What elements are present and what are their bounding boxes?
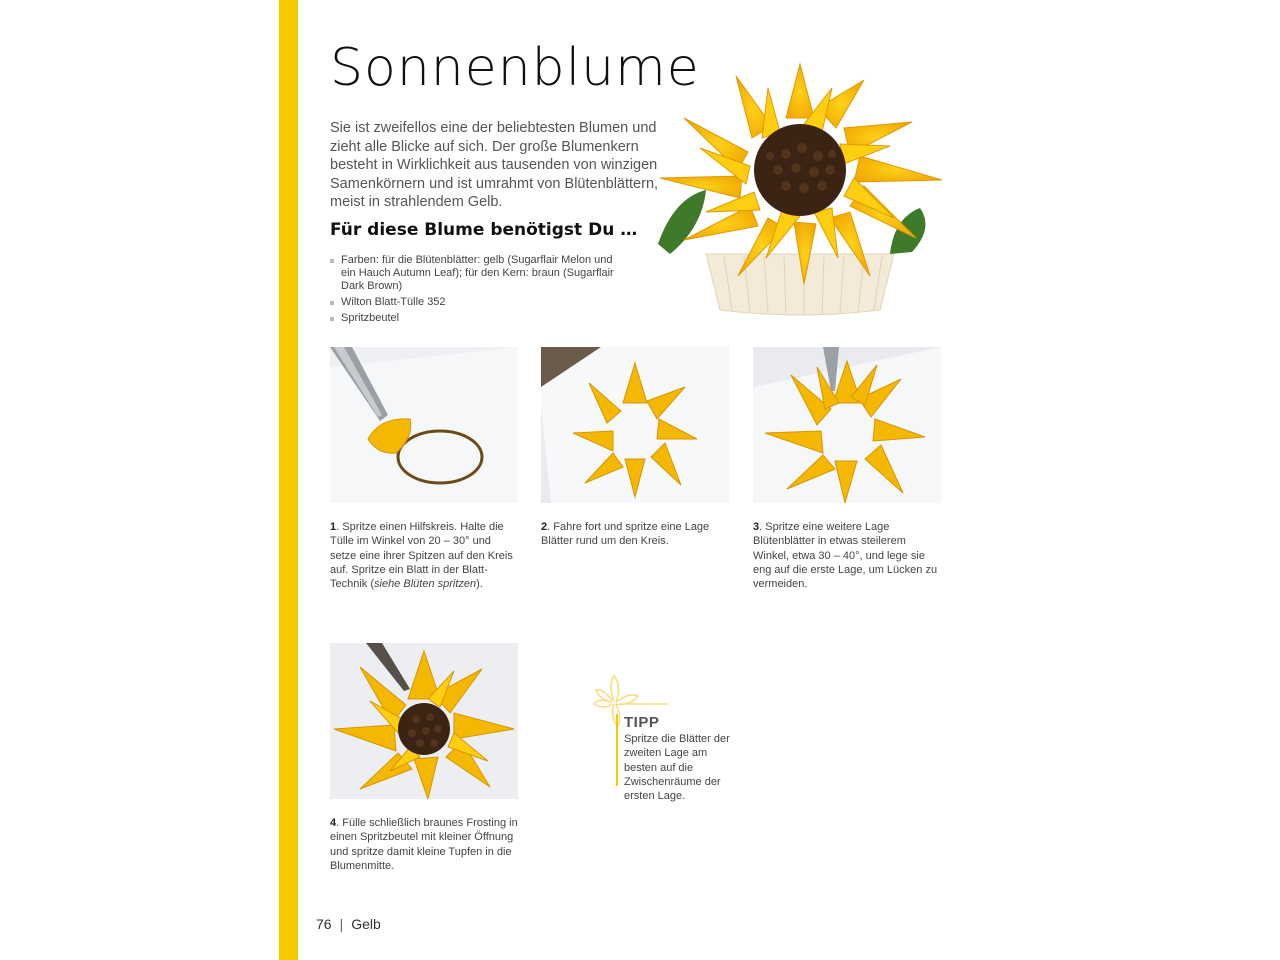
tip-accent-line bbox=[616, 714, 618, 786]
step-2-caption bbox=[541, 520, 731, 549]
step-2-number: 2 bbox=[541, 521, 548, 533]
materials-list bbox=[330, 254, 620, 328]
step-1-number: 1 bbox=[330, 521, 337, 533]
yellow-margin-bar bbox=[279, 0, 298, 960]
sunflower-cupcake-photo bbox=[654, 58, 948, 320]
step-2-text: . Fahre fort und spritze eine Lage Blätter rund um den Kreis. bbox=[541, 521, 710, 548]
page-number: 76 bbox=[316, 916, 332, 932]
step-4-photo bbox=[330, 643, 518, 799]
step-1-text: . Spritze einen Hilfskreis. Halte die Tülle im Winkel von 20 – 30° und setze eine ihrer Spitzen auf den Kreis auf. Spritze ein Blatt in der Blatt-Technik ( bbox=[330, 521, 513, 591]
step-1-photo bbox=[330, 347, 518, 503]
step-1-end: ). bbox=[476, 578, 483, 591]
materials-item: Farben: für die Blütenblätter: gelb (Sugarflair Melon und ein Hauch Autumn Leaf); für den Kern: braun (Sugarflair Dark Brown) bbox=[330, 254, 620, 293]
step-4-text: . Fülle schließlich braunes Frosting in einen Spritzbeutel mit kleiner Öffnung und spritze damit kleine Tupfen in die Blumenmitte. bbox=[330, 817, 518, 872]
tip-heading: TIPP bbox=[624, 714, 660, 731]
materials-heading: Für diese Blume benötigst Du … bbox=[330, 220, 638, 240]
intro-paragraph: Sie ist zweifellos eine der beliebtesten Blumen und zieht alle Blicke auf sich. Der große Blumenkern besteht in Wirklichkeit aus tausenden von winzigen Samenkörnern und ist umrahmt von Blütenblättern, meist in strahlendem Gelb. bbox=[330, 120, 659, 210]
step-3-photo bbox=[753, 347, 941, 503]
step-4-caption bbox=[330, 816, 520, 873]
materials-item: Spritzbeutel bbox=[330, 312, 620, 325]
page-title: Sonnenblume bbox=[330, 38, 700, 98]
step-3-text: . Spritze eine weitere Lage Blütenblätter in etwas steilerem Winkel, etwa 30 – 40°, und lege sie eng auf die erste Lage, um Lücken zu vermeiden. bbox=[753, 521, 938, 591]
tip-text: Spritze die Blätter der zweiten Lage am besten auf die Zwischenräume der ersten Lage. bbox=[624, 733, 730, 803]
step-1-reference: siehe Blüten spritzen bbox=[374, 578, 477, 591]
footer-separator: | bbox=[339, 916, 344, 932]
step-4-number: 4 bbox=[330, 817, 337, 829]
step-2-photo bbox=[541, 347, 729, 503]
step-3-number: 3 bbox=[753, 521, 760, 533]
section-name: Gelb bbox=[351, 916, 381, 932]
page-footer bbox=[316, 916, 381, 932]
materials-item: Wilton Blatt-Tülle 352 bbox=[330, 296, 620, 309]
step-1-caption bbox=[330, 520, 520, 591]
step-3-caption bbox=[753, 520, 943, 591]
